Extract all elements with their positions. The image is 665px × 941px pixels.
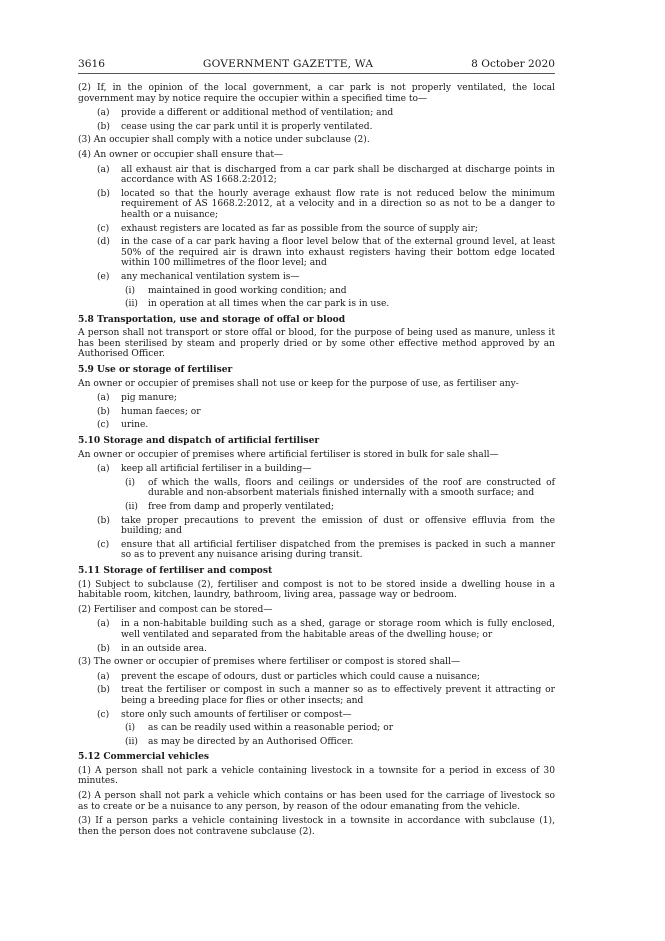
list-item-text: maintained in good working condition; and <box>148 285 347 296</box>
list-item-text: urine. <box>121 420 149 431</box>
list-item-label: (d) <box>97 237 110 248</box>
list-item-text: prevent the escape of odours, dust or particles which could cause a nuisance; <box>121 671 480 682</box>
list-item-text: as may be directed by an Authorised Officer. <box>148 736 354 747</box>
list-item <box>78 464 555 475</box>
list-item-label: (a) <box>97 108 110 119</box>
list-item-text: exhaust registers are located as far as possible from the source of supply air; <box>121 223 478 234</box>
list-item <box>78 672 555 683</box>
sub-list-item <box>78 299 555 310</box>
list-item-label: (i) <box>125 723 136 734</box>
list-item <box>78 644 555 655</box>
list-item-label: (b) <box>97 515 110 526</box>
sub-list-item <box>78 723 555 734</box>
section-heading: 5.9 Use or storage of fertiliser <box>78 364 233 376</box>
list-item-text: take proper precautions to prevent the emission of dust or offensive effluvia from the building; and <box>121 515 555 537</box>
list-item-text: in operation at all times when the car park is in use. <box>148 299 390 310</box>
list-item-text: human faeces; or <box>121 406 201 417</box>
list-item-label: (i) <box>125 477 136 488</box>
paragraph: (3) The owner or occupier of premises where fertiliser or compost is stored shall— <box>78 657 461 668</box>
list-item-label: (b) <box>97 121 110 132</box>
list-item-label: (ii) <box>125 736 138 747</box>
list-item-label: (b) <box>97 685 110 696</box>
section-heading: 5.8 Transportation, use and storage of offal or blood <box>78 313 346 325</box>
list-item-label: (b) <box>97 188 110 199</box>
list-item-text: as can be readily used within a reasonable period; or <box>148 723 394 734</box>
list-item <box>78 710 555 721</box>
list-item-text: treat the fertiliser or compost in such a manner so as to effectively prevent it attracting or being a breeding place for flies or other insects; and <box>121 685 555 706</box>
paragraph: (3) If a person parks a vehicle containing livestock in a townsite in accordance with subclause (1), then the person does not contravene subclause (2). <box>78 816 555 837</box>
list-item-text: any mechanical ventilation system is— <box>121 271 300 282</box>
list-item-text: ensure that all artificial fertiliser dispatched from the premises is packed in such a manner so as to prevent any nuisance arising during transit. <box>121 539 555 561</box>
list-item-label: (c) <box>97 709 110 720</box>
list-item <box>78 407 555 418</box>
list-item-label: (ii) <box>125 502 138 512</box>
list-item-text: in the case of a car park having a floor level below that of the external ground level, at least 50% of the required air is drawn into exhaust registers having their bottom edge located within 100 millimetres of the floor level; and <box>121 237 555 269</box>
list-item <box>78 516 555 537</box>
sub-list-item <box>78 286 555 297</box>
sub-list-item <box>78 478 555 499</box>
section-heading: 5.12 Commercial vehicles <box>78 751 209 763</box>
paragraph: An owner or occupier of premises shall not use or keep for the purpose of use, as fertiliser any- <box>78 378 519 389</box>
list-item-text: store only such amounts of fertiliser or compost— <box>121 709 352 720</box>
list-item-text: provide a different or additional method of ventilation; and <box>121 108 394 119</box>
list-item-label: (a) <box>97 464 110 475</box>
section-heading: 5.10 Storage and dispatch of artificial fertiliser <box>78 435 320 447</box>
sub-list-item <box>78 502 555 513</box>
paragraph: (1) A person shall not park a vehicle containing livestock in a townsite for a period in excess of 30 minutes. <box>78 765 555 787</box>
list-item <box>78 237 555 269</box>
list-item <box>78 272 555 283</box>
gazette-date: 8 October 2020 <box>471 58 555 70</box>
list-item <box>78 540 555 561</box>
list-item-label: (a) <box>97 164 110 175</box>
list-item <box>78 224 555 235</box>
list-item-label: (c) <box>97 223 110 234</box>
paragraph: A person shall not transport or store offal or blood, for the purpose of being used as manure, unless it has been sterilised by steam and properly dried or by some other effective method approved by an Authorised Officer. <box>78 328 555 360</box>
list-item <box>78 619 555 640</box>
list-item-text: located so that the hourly average exhaust flow rate is not reduced below the minimum requirement of AS 1668.2:2012, at a velocity and in a direction so as not to be a danger to health or a nuisance; <box>121 188 555 220</box>
list-item <box>78 420 555 431</box>
paragraph: (2) A person shall not park a vehicle which contains or has been used for the carriage of livestock so as to create or be a nuisance to any person, by reason of the odour emanating from the vehicle. <box>78 791 555 812</box>
list-item <box>78 108 555 119</box>
list-item-label: (c) <box>97 539 110 550</box>
list-item <box>78 122 555 133</box>
paragraph: (3) An occupier shall comply with a notice under subclause (2). <box>78 135 370 146</box>
section-heading: 5.11 Storage of fertiliser and compost <box>78 564 273 576</box>
paragraph: (2) If, in the opinion of the local government, a car park is not properly ventilated, the local government may by notice require the occupier within a specified time to— <box>78 83 555 104</box>
sub-list-item <box>78 737 555 748</box>
list-item-label: (a) <box>97 671 110 682</box>
list-item-text: of which the walls, floors and ceilings or undersides of the roof are constructed of durable and non-absorbent materials finished internally with a smooth surface; and <box>148 477 555 499</box>
list-item <box>78 393 555 404</box>
list-item-text: all exhaust air that is discharged from a car park shall be discharged at discharge points in accordance with AS 1668.2:2012; <box>121 164 555 186</box>
paragraph: (1) Subject to subclause (2), fertiliser and compost is not to be stored inside a dwelling house in a habitable room, kitchen, laundry, bathroom, living area, passage way or bedroom. <box>78 579 555 601</box>
paragraph: An owner or occupier of premises where artificial fertiliser is stored in bulk for sale shall— <box>78 449 499 460</box>
list-item-label: (a) <box>97 393 110 404</box>
list-item-text: in an outside area. <box>121 643 207 654</box>
page-body <box>78 83 555 837</box>
gazette-title: GOVERNMENT GAZETTE, WA <box>202 58 374 70</box>
list-item-label: (a) <box>97 619 110 630</box>
list-item-label: (i) <box>125 285 136 296</box>
list-item-label: (b) <box>97 643 110 654</box>
paragraph: (2) Fertiliser and compost can be stored— <box>78 604 273 615</box>
list-item-text: in a non-habitable building such as a shed, garage or storage room which is fully enclosed, well ventilated and separated from the habitable areas of the dwelling house; or <box>121 619 555 640</box>
list-item-label: (b) <box>97 406 110 417</box>
list-item-label: (e) <box>97 271 110 282</box>
list-item-text: cease using the car park until it is properly ventilated. <box>121 121 373 132</box>
list-item-text: pig manure; <box>121 393 177 404</box>
list-item-text: free from damp and properly ventilated; <box>148 502 334 512</box>
list-item <box>78 685 555 706</box>
list-item <box>78 165 555 186</box>
list-item-label: (ii) <box>125 299 138 310</box>
page-number: 3616 <box>78 58 105 70</box>
paragraph: (4) An owner or occupier shall ensure that— <box>78 149 284 160</box>
page-header <box>78 58 555 74</box>
list-item-label: (c) <box>97 420 110 431</box>
list-item-text: keep all artificial fertiliser in a building— <box>121 464 312 475</box>
list-item <box>78 189 555 221</box>
